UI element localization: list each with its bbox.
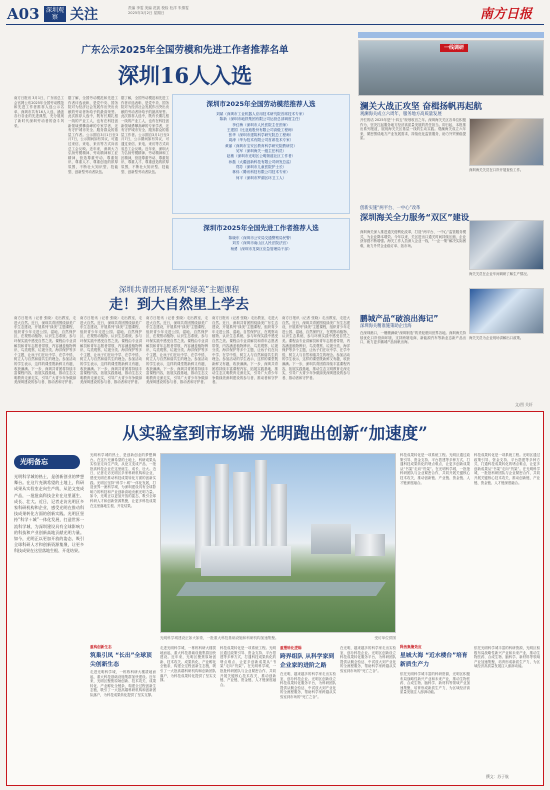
advanced-worker-title: 深圳市2025年全国先进工作者推荐人选 (203, 224, 319, 232)
sub-1-tag: 重构创新生态 (90, 645, 112, 649)
article-second-col-2: 南方日报讯（记者 张晓）走出教室，走进大自然。近日，深圳共青团围绕绿美广东生态建设，开展系列“绿美”主题课程，组织青少年走进公园、湿地、自然保护区，在观察动植物、认识生态系统、参与环保实践中感受自然之美。课程由专业讲解员和青年志愿者带领，内容涵盖植物辨识、鸟类观察、垃圾分类、海洋保护等多个主题，让孩子们在玩中学、在学中悟，树立人与自然和谐共生的理念。参加活动的学生表示，这样的课堂既新鲜又有趣，收获满满。下一步，深圳共青团将持续丰富课程内容，拓展实践基地，推动生态文明教育走深走实，引导广大青少年争做绿美深圳建设的参与者、推动者和守护者。 (80, 316, 142, 385)
feature-col-2-top: 光明科学城的热土，是创新创业的梦想舞台。在这片充满希望的土地上，科研成果从实验室走向生产线，从论文变成产品，一批批高科技企业在这里诞生、成长、壮大。近日，记者走访光明区多家科研机构和企业，感受光明在推动科技成果转化方面的创新实践。光明区坚持“科学＋城”一体化发展，打造世界一流科学城，为深圳建设具有全球影响力的科技和产业创新高地贡献光明力量。如今，光明正以更加开放的姿态，吸引全球科研人才和创新资源集聚，让更多科技成果在这里落地生根、开花结果。 (90, 453, 156, 508)
sub-2-title: 跨界组队 从科学家到企业家的进阶之路 (280, 654, 335, 669)
right-story-2-headline: 深圳海关全力服务“双区”建设 (360, 212, 470, 222)
nominee-item: 王建国（比亚迪股份有限公司高级工程师） (226, 127, 296, 132)
article-top-col-1: 南方日报讯 3月1日，广东省总工会官网公布2025年全国劳动模范和先进工作者推荐人选公示名单，深圳市共有16人入选，涵盖各行各业的先进典型，充分展现了新时代深圳劳动者的奋斗风采。 (14, 96, 64, 128)
article-top-col-3: 据了解，全国劳动模范和先进工作者评选表彰，是党中央、国务院对为经济社会发展作出突出贡献的劳动者所给予的最高荣誉。此次推荐人选中，既有长期扎根一线的产业工人，也有在科技创新领域勇攀高峰的专家学者，还有守护城市安全、服务群众的基层工作者。公示期自3月1日至3月7日，公示期间如有异议，可通过来信、来电、来访等方式向省总工会反映。近年来，深圳大力弘扬劳模精神、劳动精神和工匠精神，营造尊重劳动、尊重知识、尊重人才、尊重创造的浓厚氛围，不断壮大知识型、技能型、创新型劳动者队伍。 (121, 96, 169, 174)
sub-3-title: 星城大海 “近水楼台”培育新质生产力 (400, 653, 468, 668)
science-city-aerial-photo (160, 453, 396, 633)
nominee-item: 刘斌（深圳市工业机器人应用技术研究院首席技术专家） (216, 112, 306, 116)
nominee-item: 陈新（深圳市地铁集团有限公司运营总部调度主任） (219, 117, 303, 122)
nominee-list-box (172, 94, 350, 214)
nominee-item: 黄丽（深圳市宝安区教育科学研究院教研员） (225, 143, 297, 148)
nominee-item: 何平（深圳市罗湖区环卫工人） (235, 175, 287, 180)
right-story-1-sub: 观澜海关成立六周年，服务地方高质量发展 (360, 112, 442, 117)
right-column-byline: 文/图 关轩 (515, 402, 533, 407)
section-badge: 深圳观察 (46, 7, 65, 21)
nominee-list-title: 深圳市2025年全国劳动模范推荐人选 (206, 100, 316, 108)
policy-photo-caption: 海关关员为企业现场讲解出口政策。 (469, 336, 524, 340)
article-second-kicker: 深圳共青团开展系列“绿美”主题课程 (118, 285, 240, 294)
page-number: A03 (7, 5, 40, 23)
article-second-col-5: 南方日报讯（记者 张晓）走出教室，走进大自然。近日，深圳共青团围绕绿美广东生态建设，开展系列“绿美”主题课程，组织青少年走进公园、湿地、自然保护区，在观察动植物、认识生态系统、参与环保实践中感受自然之美。课程由专业讲解员和青年志愿者带领，内容涵盖植物辨识、鸟类观察、垃圾分类、海洋保护等多个主题，让孩子们在玩中学、在学中悟，树立人与自然和谐共生的理念。参加活动的学生表示，这样的课堂既新鲜又有趣，收获满满。下一步，深圳共青团将持续丰富课程内容，拓展实践基地，推动生态文明教育走深走实，引导广大青少年争做绿美深圳建设的参与者、推动者和守护者。 (282, 316, 350, 380)
nominee-item: 赵敏（深圳市光明区公明街道社区工作者） (226, 154, 296, 159)
right-column-topbar (358, 32, 544, 38)
factory-photo (469, 220, 544, 270)
banner-tag: 一线调研 (440, 44, 468, 52)
right-story-3-sub: 深圳海关精准施策助企出海 (360, 324, 412, 329)
newspaper-logo: 南方日报 (480, 7, 533, 22)
nominee-item: 周涛（华为技术有限公司首席技术专家） (228, 138, 294, 143)
nominee-item: 刘芳（深圳市南山区人民法院法官） (232, 241, 290, 246)
policy-briefing-photo (469, 288, 544, 334)
nominee-item: 林伟（腾讯科技有限公司技术专家） (232, 170, 290, 175)
right-story-2-body: 深圳海关深入推进通关便利化改革，打造“两平台、一中心”监管服务模式，为企业降本增效。今年以来，关区进出口通关时间持续压缩，企业获得感不断增强。海关工作人员深入企业一线，“一企一策”解决实际困难，助力外贸企业稳订单、拓市场。 (360, 230, 466, 248)
advanced-worker-list (173, 236, 349, 252)
right-story-3-headline: 鹏城产品“破浪出海记” (360, 314, 439, 323)
article-top-headline: 深圳16人入选 (117, 63, 253, 88)
article-second-col-4: 南方日报讯（记者 张晓）走出教室，走进大自然。近日，深圳共青团围绕绿美广东生态建设，开展系列“绿美”主题课程，组织青少年走进公园、湿地、自然保护区，在观察动植物、认识生态系统、参与环保实践中感受自然之美。课程由专业讲解员和青年志愿者带领，内容涵盖植物辨识、鸟类观察、垃圾分类、海洋保护等多个主题，让孩子们在玩中学、在学中悟，树立人与自然和谐共生的理念。参加活动的学生表示，这样的课堂既新鲜又有趣，收获满满。下一步，深圳共青团将持续丰富课程内容，拓展实践基地，推动生态文明教育走深走实，引导广大青少年争做绿美深圳建设的参与者、推动者和守护者。 (212, 316, 278, 385)
sub-3-tag: 释放集聚效应 (400, 645, 422, 649)
nominee-item: 张华（深圳市建筑科学研究院总工程师） (228, 133, 294, 138)
editor-meta (128, 6, 189, 16)
sub-1-text-cont: 走进光明科学城，一栋栋科研大楼拔地而起，重大科技基础设施集群加快建设。近年来，光明区聚焦原始创新、技术攻关、成果转化、产业孵化全链条，构建全过程创新生态链，吸引了一大批高端科研机构和创新团队落户，为科技成果转化提供了坚实支撑。 (160, 646, 216, 683)
feature-sub-3 (400, 645, 470, 668)
feature-right-col-2: 科技成果转化是一项系统工程。光明区通过政策引导、资金支持、平台搭建等多种方式，打通科技成果转化的堵点难点，让更多创新成果从“书架”走向“货架”。在光明科学城，一批批科研团队与企业紧密合作，共同开展关键核心技术攻关，推动创新链、产业链、资金链、人才链深度融合。 (474, 453, 540, 485)
feature-photo-credit: 受访单位供图 (374, 636, 396, 640)
article-top-kicker: 广东公示2025年全国劳模和先进工作者推荐名单 (81, 45, 289, 56)
factory-photo-caption: 海关关员在企业车间调研了解生产情况。 (469, 272, 531, 276)
sub-1-text: 走进光明科学城，一栋栋科研大楼拔地而起，重大科技基础设施集群加快建设。近年来，光明区聚焦原始创新、技术攻关、成果转化、产业孵化全链条，构建全过程创新生态链，吸引了一大批高端科研机构和创新团队落户，为科技成果转化提供了坚实支撑。 (90, 670, 156, 697)
sub-2-text: 在光明，越来越多的科学家走出实验室，创办科技企业。光明区创新设立科技成果转化服务平台，为科研团队提供从概念验证、中试放大到产业化的全流程服务，帮助科学家跨越从实验室到市场的“死亡之谷”。 (280, 672, 336, 699)
sub-2-text-cont: 在光明，越来越多的科学家走出实验室，创办科技企业。光明区创新设立科技成果转化服务平台，为科研团队提供从概念验证、中试放大到产业化的全流程服务，帮助科学家跨越从实验室到市场的“死亡之谷”。 (340, 646, 396, 673)
feature-sub-2 (280, 646, 336, 669)
right-story-1-headline: 澜关大战正攻坚 奋楫扬帆再起航 (360, 102, 482, 112)
article-second-col-1: 南方日报讯（记者 张晓）走出教室，走进大自然。近日，深圳共青团围绕绿美广东生态建设，开展系列“绿美”主题课程，组织青少年走进公园、湿地、自然保护区，在观察动植物、认识生态系统、参与环保实践中感受自然之美。课程由专业讲解员和青年志愿者带领，内容涵盖植物辨识、鸟类观察、垃圾分类、海洋保护等多个主题，让孩子们在玩中学、在学中悟，树立人与自然和谐共生的理念。参加活动的学生表示，这样的课堂既新鲜又有趣，收获满满。下一步，深圳共青团将持续丰富课程内容，拓展实践基地，推动生态文明教育走深走实，引导广大青少年争做绿美深圳建设的参与者、推动者和守护者。 (14, 316, 76, 385)
feature-photo-caption-text: 光明科学城建设正如火如荼，一批重大科技基础设施和科研机构加速集聚。 (160, 636, 279, 640)
nominee-item: 郑芳（深圳市儿童医院护士长） (235, 164, 287, 169)
feature-right-col-1: 科技成果转化是一项系统工程。光明区通过政策引导、资金支持、平台搭建等多种方式，打通科技成果转化的堵点难点，让更多创新成果从“书架”走向“货架”。在光明科学城，一批批科研团队与企业紧密合作，共同开展关键核心技术攻关，推动创新链、产业链、资金链、人才链深度融合。 (400, 453, 470, 485)
feature-byline: 撰文：苏子航 (486, 774, 509, 779)
sub-3-text-cont: 依托光明科学城丰富的科研资源，光明区积极布局战略性新兴产业和未来产业，推动生物医药、合成生物、脑科学、新材料等领域产业加速集聚，培育形成新质生产力，为区域经济高质量发展注入澎湃动能。 (474, 646, 540, 669)
feature-photo-caption (160, 636, 396, 641)
section-title: 关注 (70, 7, 98, 23)
page-header (0, 0, 550, 30)
nominee-list (173, 112, 349, 181)
article-second-col-3: 南方日报讯（记者 张晓）走出教室，走进大自然。近日，深圳共青团围绕绿美广东生态建设，开展系列“绿美”主题课程，组织青少年走进公园、湿地、自然保护区，在观察动植物、认识生态系统、参与环保实践中感受自然之美。课程由专业讲解员和青年志愿者带领，内容涵盖植物辨识、鸟类观察、垃圾分类、海洋保护等多个主题，让孩子们在玩中学、在学中悟，树立人与自然和谐共生的理念。参加活动的学生表示，这样的课堂既新鲜又有趣，收获满满。下一步，深圳共青团将持续丰富课程内容，拓展实践基地，推动生态文明教育走深走实，引导广大青少年争做绿美深圳建设的参与者、推动者和守护者。 (146, 316, 208, 385)
feature-sub-1 (90, 645, 156, 668)
nominee-item: 孙磊（大疆创新科技有限公司研发总监） (228, 159, 294, 164)
nominee-item: 杨勇（深圳市龙岗区应急管理局干部） (230, 246, 292, 251)
inspection-photo-caption: 深圳海关关员在口岸开展查验工作。 (469, 168, 524, 172)
nominee-item: 陈晓东（深圳市公安局交通警察局民警） (228, 236, 294, 240)
feature-intro: 光明科学城的热土，是创新创业的梦想舞台。在这片充满希望的土地上，科研成果从实验室走向生产线，从论文变成产品，一批批高科技企业在这里诞生、成长、壮大。近日，记者走访光明区多家科研机构和企业，感受光明在推动科技成果转化方面的创新实践。光明区坚持“科学＋城”一体化发展，打造世界一流科学城，为深圳建设具有全球影响力的科技和产业创新高地贡献光明力量。如今，光明正以更加开放的姿态，吸引全球科研人才和创新资源集聚，让更多科技成果在这里落地生根、开花结果。 (14, 474, 84, 554)
right-story-3-body: 在深圳港口，一艘艘满载“深圳制造”的货轮驶向世界各地。深圳海关持续优化口岸营商环境，支持跨境电商、新能源汽车等新业态新产品出口，助力更多鹏城产品扬帆出海。 (360, 331, 466, 345)
article-top-col-2: 据了解，全国劳动模范和先进工作者评选表彰，是党中央、国务院对为经济社会发展作出突出贡献的劳动者所给予的最高荣誉。此次推荐人选中，既有长期扎根一线的产业工人，也有在科技创新领域勇攀高峰的专家学者，还有守护城市安全、服务群众的基层工作者。公示期自3月1日至3月7日，公示期间如有异议，可通过来信、来电、来访等方式向省总工会反映。近年来，深圳大力弘扬劳模精神、劳动精神和工匠精神，营造尊重劳动、尊重知识、尊重人才、尊重创造的浓厚氛围，不断壮大知识型、技能型、创新型劳动者队伍。 (68, 96, 118, 174)
article-second-headline: 走！到大自然里上学去 (109, 297, 249, 313)
right-story-1-body: 开栏的话 2025年是“十四五”规划收官之年。深圳海关关区各单位积极作为，坚决扛起服务地方经济高质量发展的责任担当。即日起，本报推出系列报道，展现海关关区基层一线的生动实践。观澜海关成立六年来，紧密围绕地方产业发展需求，持续优化监管服务，助力外贸保稳提质。 (360, 118, 466, 141)
advanced-worker-box (172, 218, 350, 270)
sub-3-text: 依托光明科学城丰富的科研资源，光明区积极布局战略性新兴产业和未来产业，推动生物医药、合成生物、脑科学、新材料等领域产业加速集聚，培育形成新质生产力，为区域经济高质量发展注入澎湃动能。 (400, 672, 470, 695)
feature-tag (14, 455, 80, 469)
meta-line-2: 2025年3月2日 星期日 (128, 11, 165, 15)
feature-headline: 从实验室到市场端 光明跑出创新“加速度” (122, 424, 428, 443)
nominee-item: 李红梅（深圳市人民医院主任医师） (232, 122, 290, 127)
header-divider (6, 24, 544, 25)
sub-1-text-cont-2: 科技成果转化是一项系统工程。光明区通过政策引导、资金支持、平台搭建等多种方式，打通科技成果转化的堵点难点，让更多创新成果从“书架”走向“货架”。在光明科学城，一批批科研团队与企业紧密合作，共同开展关键核心技术攻关，推动创新链、产业链、资金链、人才链深度融合。 (220, 646, 276, 687)
sub-1-title: 筑巢引凤 “长出”全球顶尖创新生态 (90, 653, 152, 668)
feature-tag-label: 光明备忘 (20, 458, 48, 466)
nominee-item: 吴军（深圳海关一级主任科员） (235, 149, 287, 154)
right-story-2-kicker: 创新实施“两平台、一中心”改革 (360, 206, 421, 211)
meta-line-1: 责编 李雯 美编 范凯 校检 杜洋 朱倩雯 (128, 6, 189, 10)
sub-2-tag: 重塑转化逻辑 (280, 646, 302, 650)
inspection-photo (469, 118, 544, 166)
